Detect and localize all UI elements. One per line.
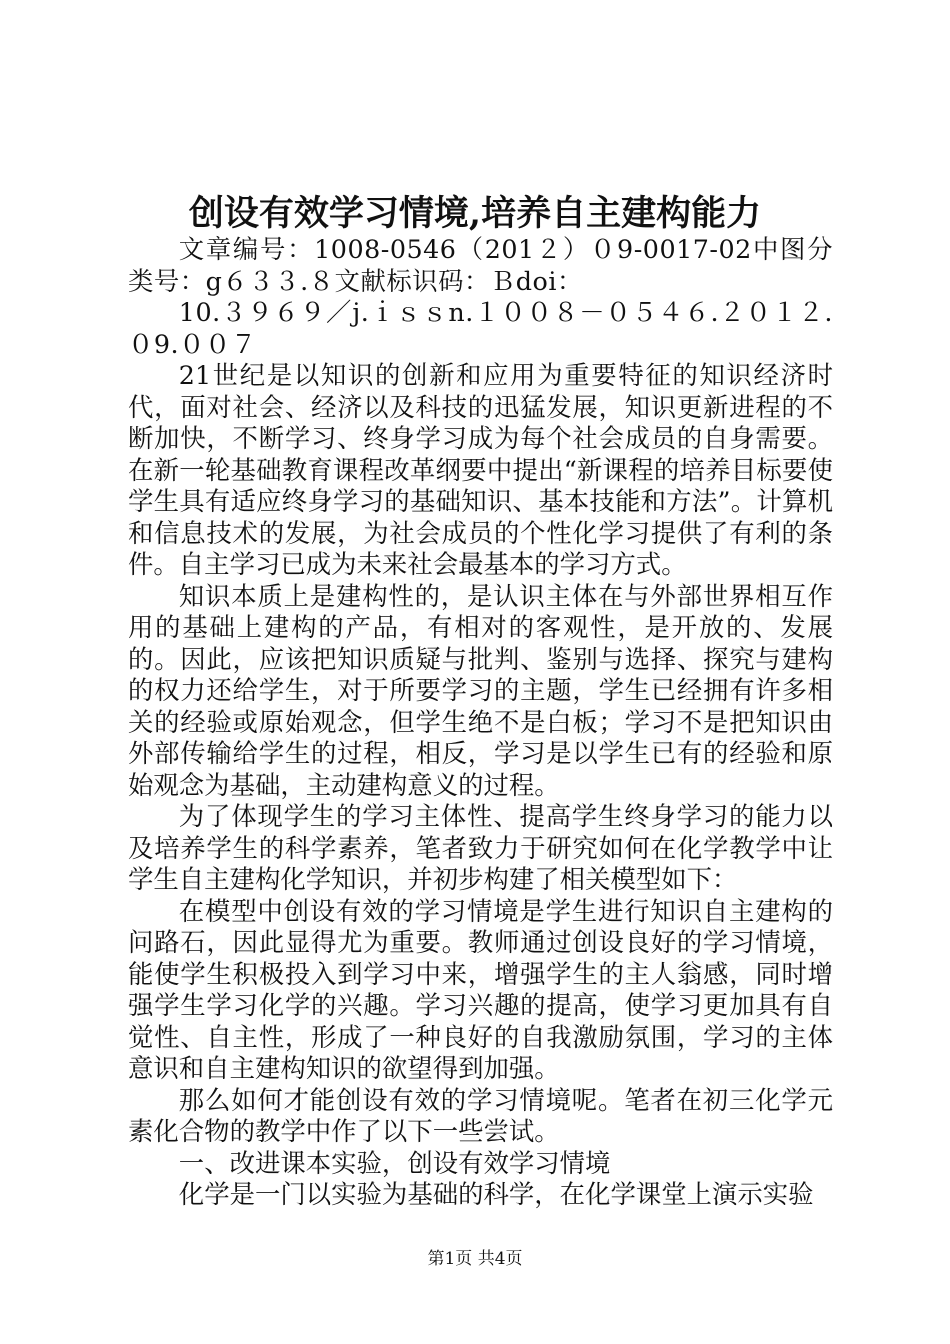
body-paragraph: 知识本质上是建构性的，是认识主体在与外部世界相互作用的基础上建构的产品，有相对的客观性，是开放的、发展的。因此，应该把知识质疑与批判、鉴别与选择、探究与建构的权力还给学生，对于所要学习的主题，学生已经拥有许多相关的经验或原始观念，但学生绝不是白板；学习不是把知识由外部传输给学生的过程，相反，学习是以学生已有的经验和原始观念为基础，主动建构意义的过程。 — [128, 580, 833, 800]
section-heading: 一、改进课本实验，创设有效学习情境 — [178, 1147, 611, 1178]
body-paragraph: 那么如何才能创设有效的学习情境呢。笔者在初三化学元素化合物的教学中作了以下一些尝试。 — [128, 1084, 833, 1146]
page-number-footer: 第1页 共4页 — [427, 1249, 523, 1269]
document-body — [128, 234, 833, 1211]
body-paragraph: 化学是一门以实验为基础的科学，在化学课堂上演示实验 — [178, 1179, 814, 1209]
body-paragraph: 21世纪是以知识的创新和应用为重要特征的知识经济时代，面对社会、经济以及科技的迅猛发展，知识更新进程的不断加快，不断学习、终身学习成为每个社会成员的自身需要。在新一轮基础教育课程改革纲要中提出“新课程的培养目标要使学生具有适应终身学习的基础知识、基本技能和方法”。计算机和信息技术的发展，为社会成员的个性化学习提供了有利的条件。自主学习已成为未来社会最基本的学习方式。 — [128, 360, 833, 579]
page-title: 创设有效学习情境,培养自主建构能力 — [188, 193, 762, 234]
body-paragraph: 为了体现学生的学习主体性、提高学生终身学习的能力以及培养学生的科学素养，笔者致力于研究如何在化学教学中让学生自主建构化学知识，并初步构建了相关模型如下： — [128, 801, 833, 894]
article-meta-line: 文章编号：1008-0546（201２）０9-0017-02中图分类号：g６３３.８文献标识码：Ｂdoi： — [128, 234, 833, 296]
body-paragraph: 在模型中创设有效的学习情境是学生进行知识自主建构的问路石，因此显得尤为重要。教师通过创设良好的学习情境，能使学生积极投入到学习中来，增强学生的主人翁感，同时增强学生学习化学的兴趣。学习兴趣的提高，使学习更加具有自觉性、自主性，形成了一种良好的自我激励氛围，学习的主体意识和自主建构知识的欲望得到加强。 — [128, 895, 833, 1083]
doi-line: 10.３９６９／j.ｉｓｓn.１００８－０５４６.２０１２.０9.００７ — [128, 297, 833, 359]
